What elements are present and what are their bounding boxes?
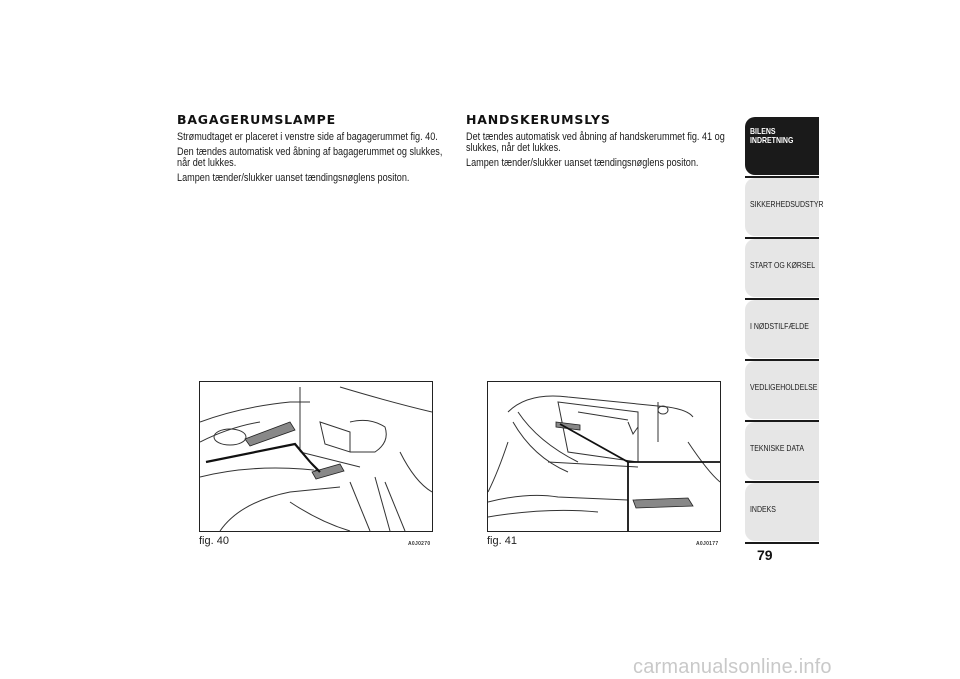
figure-40-code: A0J0270 (408, 541, 431, 547)
page-number: 79 (757, 547, 773, 563)
tab-label: SIKKERHEDSUDSTYR (750, 199, 824, 209)
paragraph: Strømudtaget er placeret i venstre side af bagagerummet fig. 40. (177, 131, 438, 143)
tab-vedligeholdelse[interactable] (745, 361, 819, 419)
left-section (177, 112, 445, 188)
figure-41-illustration (487, 381, 721, 532)
tab-tekniske-data[interactable] (745, 422, 819, 480)
watermark-text: carmanualsonline.info (633, 656, 832, 678)
tab-sikkerhedsudstyr[interactable] (745, 178, 824, 236)
paragraph: Lampen tænder/slukker uanset tændingsnøglens positon. (466, 157, 699, 169)
tab-label: INDEKS (750, 504, 776, 514)
glovebox-light-illustration (488, 382, 720, 531)
tab-label: I NØDSTILFÆLDE (750, 321, 809, 331)
tab-label: START OG KØRSEL (750, 260, 816, 270)
figure-41-caption: fig. 41 (487, 535, 517, 547)
tab-label: TEKNISKE DATA (750, 443, 804, 453)
right-section (466, 112, 726, 173)
tab-label: VEDLIGEHOLDELSE (750, 382, 818, 392)
trunk-lamp-illustration (200, 382, 432, 531)
tab-i-nodstilfaelde[interactable] (745, 300, 819, 358)
figure-40-illustration (199, 381, 433, 532)
paragraph: Det tændes automatisk ved åbning af handskerummet fig. 41 og slukkes, når det lukkes. (466, 131, 725, 154)
section-heading-glovebox-light: HANDSKERUMSLYS (466, 112, 611, 127)
tab-label: BILENS INDRETNING (750, 126, 794, 145)
tab-indeks[interactable] (745, 483, 819, 541)
paragraph: Den tændes automatisk ved åbning af bagagerummet og slukkes, når det lukkes. (177, 146, 443, 169)
tab-bilens-indretning[interactable] (745, 117, 819, 175)
figure-40-caption: fig. 40 (199, 535, 229, 547)
tab-start-og-korsel[interactable] (745, 239, 819, 297)
chapter-sidebar (745, 117, 824, 544)
section-heading-trunk-lamp: BAGAGERUMSLAMPE (177, 112, 336, 127)
paragraph: Lampen tænder/slukker uanset tændingsnøglens positon. (177, 172, 410, 184)
figure-41-code: A0J0177 (696, 541, 719, 547)
